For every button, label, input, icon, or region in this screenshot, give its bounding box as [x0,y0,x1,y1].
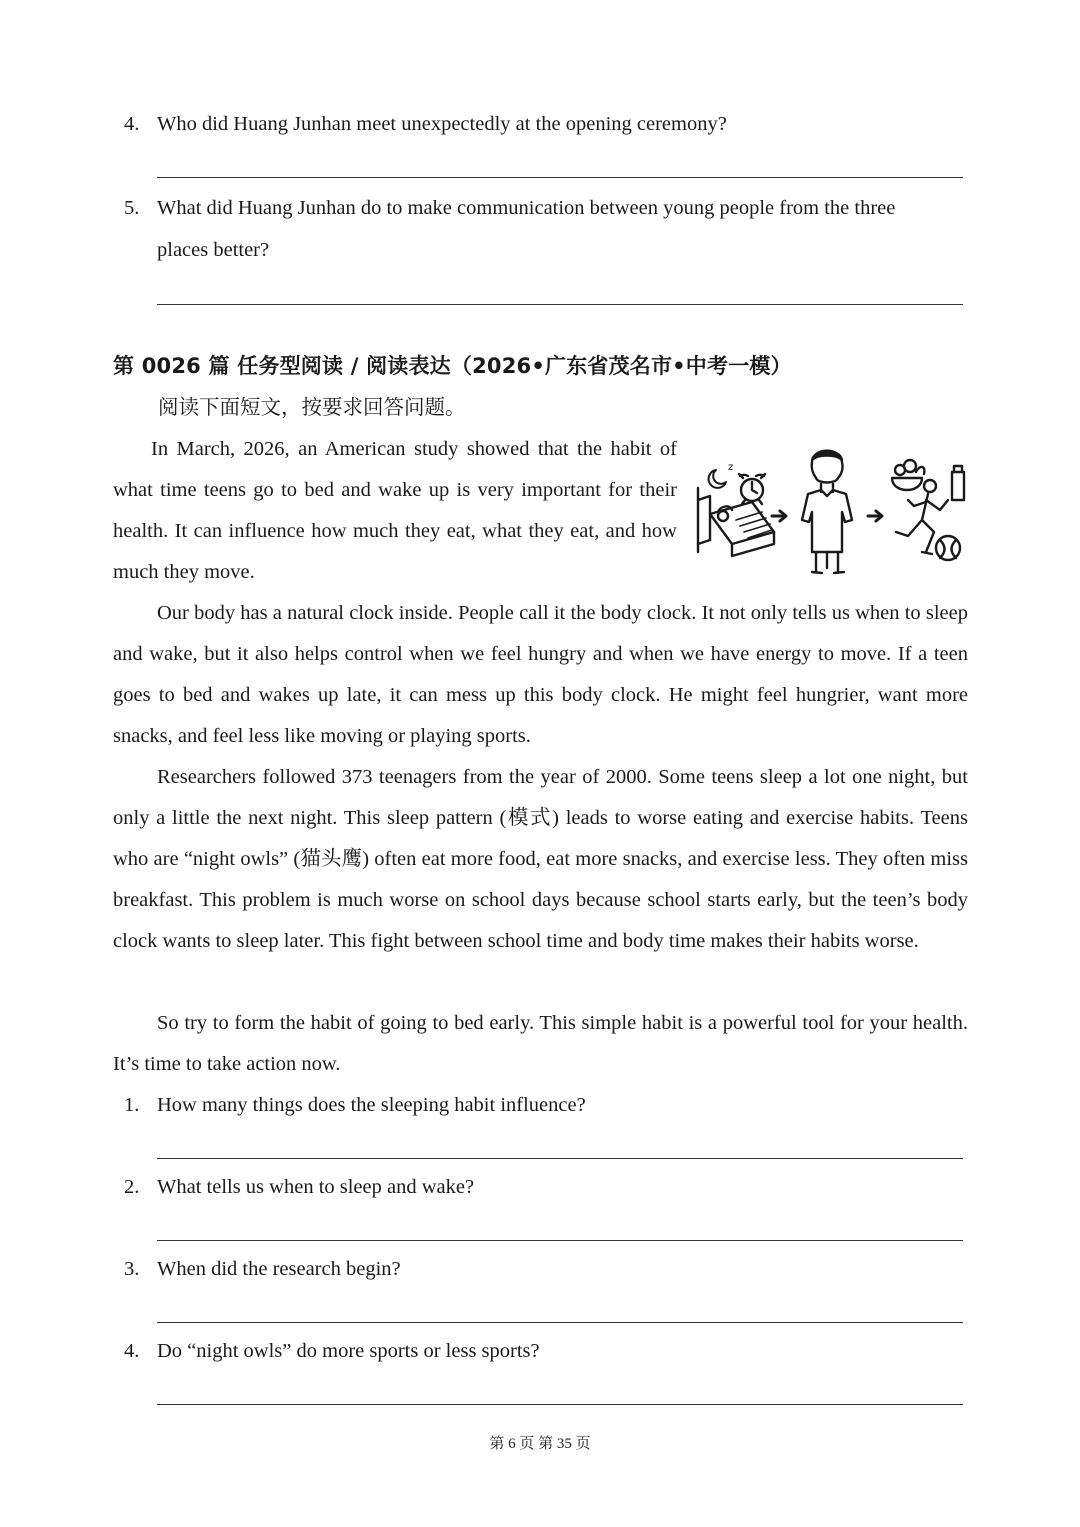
question-number: 4. [124,1340,140,1362]
alarm-clock-icon [739,474,765,504]
arrow-icon [772,511,786,521]
question-item [124,1249,984,1290]
question-item [124,188,984,270]
section-title: 第 0026 篇 任务型阅读 / 阅读表达（2026•广东省茂名市•中考一模） [113,354,792,378]
answer-line[interactable] [157,1240,963,1241]
food-bowl-icon [892,460,924,490]
question-number: 1. [124,1094,140,1116]
question-item [124,104,984,145]
question-text: Who did Huang Junhan meet unexpectedly at the opening ceremony? [157,113,727,135]
moon-icon [709,470,726,488]
question-number: 4. [124,113,140,135]
arrow-icon [868,511,882,521]
running-person-icon [896,480,948,554]
question-item [124,1331,984,1372]
passage-paragraph-2: Our body has a natural clock inside. People call it the body clock. It not only tells us when to sleep and wake, but it also helps control when we feel hungry and when we have energy to move. If a teen goes to bed and wakes up late, it can mess up this body clock. He might feel hungrier, want more snacks, and feel less like moving or playing sports. [113,602,968,747]
question-item [124,1085,984,1126]
answer-line[interactable] [157,1158,963,1159]
ball-icon [936,536,960,560]
question-number: 3. [124,1258,140,1280]
question-item [124,1167,984,1208]
question-text: What did Huang Junhan do to make communication between young people from the three [157,197,896,219]
section-instruction: 阅读下面短文，按要求回答问题。 [158,395,466,419]
drink-bottle-icon [952,466,964,500]
question-number: 5. [124,197,140,219]
answer-line[interactable] [157,304,963,305]
answer-line[interactable] [157,1404,963,1405]
svg-text:z: z [728,462,734,473]
question-text: How many things does the sleeping habit influence? [157,1094,586,1116]
question-text: What tells us when to sleep and wake? [157,1176,475,1198]
teen-boy-icon [802,451,852,573]
page-footer: 第 6 页 第 35 页 [489,1436,591,1452]
answer-line[interactable] [157,1322,963,1323]
passage-paragraph-1: In March, 2026, an American study showed that the habit of what time teens go to bed and wake up is very important for their health. It can influence how much they eat, what they eat, and how much they move. [113,438,677,583]
question-text: When did the research begin? [157,1258,401,1280]
sleep-habit-illustration [690,440,975,578]
question-text: Do “night owls” do more sports or less sports? [157,1340,540,1362]
passage-paragraph-4: So try to form the habit of going to bed early. This simple habit is a powerful tool for your health. It’s time to take action now. [113,1012,968,1075]
question-number: 2. [124,1176,140,1198]
question-text-continued: places better? [157,239,270,261]
answer-line[interactable] [157,177,963,178]
passage-paragraph-3: Researchers followed 373 teenagers from the year of 2000. Some teens sleep a lot one night, but only a little the next night. This sleep pattern (模式) leads to worse eating and exercise habits. Teens who are “night owls” (猫头鹰) often eat more food, eat more snacks, and exercise less. They often miss breakfast. This problem is much worse on school days because school starts early, but the teen’s body clock wants to sleep later. This fight between school time and body time makes their habits worse. [113,766,968,952]
bed-icon [698,488,774,556]
